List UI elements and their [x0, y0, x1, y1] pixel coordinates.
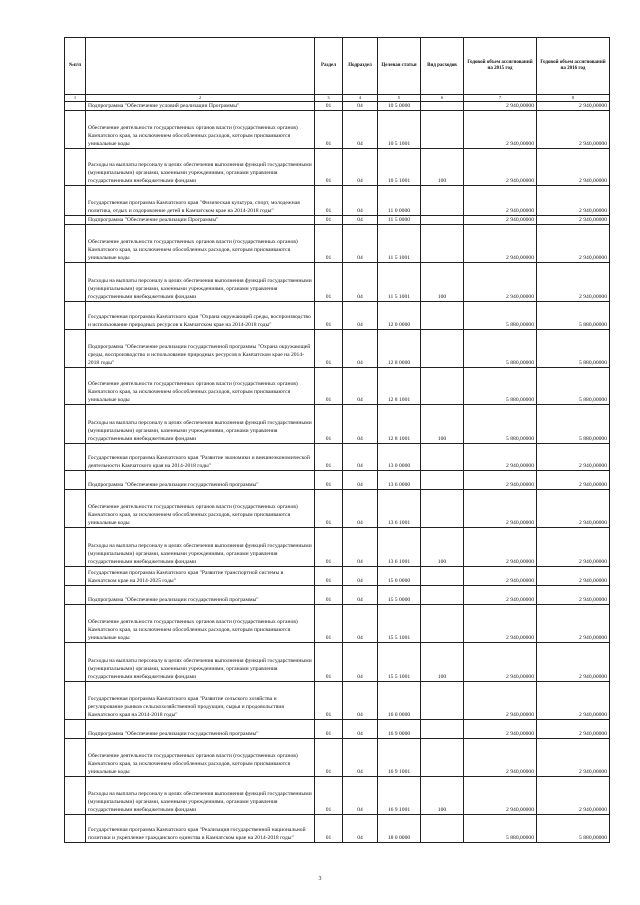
- table-row: [65, 302, 610, 330]
- item-name-cell: Расходы на выплаты персоналу в целях обеспечения выполнения функций государственными (муниципальными) органами, казенными учреждениями, органами управления государственными внебюджетными фондами: [86, 528, 315, 567]
- item-name-cell: Государственная программа Камчатского края "Реализация государственной национальной политики и укрепление гражданского единства в Камчатском крае на 2014-2018 годы": [86, 815, 315, 843]
- amount-2015-cell: 2 940,00000: [464, 739, 537, 777]
- section-cell: 01: [315, 739, 343, 777]
- amount-2015-cell: 2 940,00000: [464, 263, 537, 302]
- section-cell: 01: [315, 302, 343, 330]
- subsection-cell: 04: [343, 302, 378, 330]
- row-number-cell: [65, 444, 86, 471]
- section-cell: 01: [315, 149, 343, 186]
- subsection-cell: 04: [343, 149, 378, 186]
- section-cell: 01: [315, 682, 343, 720]
- table-row: [65, 368, 610, 405]
- expense-type-cell: [421, 111, 464, 149]
- expense-type-cell: [421, 186, 464, 216]
- table-row: [65, 777, 610, 815]
- amount-2016-cell: 2 940,00000: [537, 149, 610, 186]
- amount-2015-cell: 5 880,00000: [464, 330, 537, 368]
- target-article-cell: 16 9 1001: [378, 777, 421, 815]
- expense-type-cell: [421, 739, 464, 777]
- target-article-cell: 12 8 0000: [378, 330, 421, 368]
- subsection-cell: 04: [343, 471, 378, 490]
- table-row: [65, 815, 610, 843]
- expense-type-cell: [421, 720, 464, 739]
- expense-type-cell: 100: [421, 777, 464, 815]
- table-row: [65, 263, 610, 302]
- section-cell: 01: [315, 643, 343, 682]
- target-article-cell: 11 5 0000: [378, 216, 421, 225]
- row-number-cell: [65, 368, 86, 405]
- subsection-cell: 04: [343, 186, 378, 216]
- row-number-cell: [65, 682, 86, 720]
- amount-2015-cell: 2 940,00000: [464, 444, 537, 471]
- section-cell: 01: [315, 330, 343, 368]
- column-number: 1: [65, 95, 86, 102]
- target-article-cell: 12 0 0000: [378, 302, 421, 330]
- item-name-cell: Государственная программа Камчатского края "Физическая культура, спорт, молодежная политика, отдых и оздоровление детей в Камчатском крае на 2014-2018 годы": [86, 186, 315, 216]
- amount-2015-cell: 2 940,00000: [464, 149, 537, 186]
- item-name-cell: Обеспечение деятельности государственных органов власти (государственных органов) Камчатского края, за исключением обособленных расходов, которым присваиваются уникальные коды: [86, 605, 315, 643]
- row-number-cell: [65, 111, 86, 149]
- row-number-cell: [65, 490, 86, 528]
- item-name-cell: Государственная программа Камчатского края "Охрана окружающей среды, воспроизводство и использование природных ресурсов в Камчатском крае на 2014-2018 годы": [86, 302, 315, 330]
- amount-2015-cell: 5 880,00000: [464, 368, 537, 405]
- amount-2016-cell: 2 940,00000: [537, 186, 610, 216]
- item-name-cell: Государственная программа Камчатского края "Развитие экономики и внешнеэкономической деятельности Камчатского края на 2014-2018 годы": [86, 444, 315, 471]
- table-row: [65, 225, 610, 263]
- amount-2015-cell: 2 940,00000: [464, 682, 537, 720]
- item-name-cell: Обеспечение деятельности государственных органов власти (государственных органов) Камчатского края, за исключением обособленных расходов, которым присваиваются уникальные коды: [86, 225, 315, 263]
- target-article-cell: 13 6 0000: [378, 471, 421, 490]
- row-number-cell: [65, 605, 86, 643]
- column-number: 3: [315, 95, 343, 102]
- subsection-cell: 04: [343, 216, 378, 225]
- section-cell: 01: [315, 102, 343, 111]
- expense-type-cell: [421, 586, 464, 605]
- table-row: [65, 643, 610, 682]
- amount-2016-cell: 2 940,00000: [537, 567, 610, 586]
- subsection-cell: 04: [343, 586, 378, 605]
- column-number: 5: [378, 95, 421, 102]
- header-subsection: Подраздел: [343, 38, 378, 95]
- header-target: Целевая статья: [378, 38, 421, 95]
- target-article-cell: 13 0 0000: [378, 444, 421, 471]
- column-number: 7: [464, 95, 537, 102]
- table-row: [65, 186, 610, 216]
- section-cell: 01: [315, 216, 343, 225]
- item-name-cell: Расходы на выплаты персоналу в целях обеспечения выполнения функций государственными (муниципальными) органами, казенными учреждениями, органами управления государственными внебюджетными фондами: [86, 405, 315, 444]
- amount-2016-cell: 2 940,00000: [537, 777, 610, 815]
- subsection-cell: 04: [343, 368, 378, 405]
- item-name-cell: Обеспечение деятельности государственных органов власти (государственных органов) Камчатского края, за исключением обособленных расходов, которым присваиваются уникальные коды: [86, 368, 315, 405]
- section-cell: 01: [315, 720, 343, 739]
- amount-2015-cell: 5 880,00000: [464, 302, 537, 330]
- column-number: 4: [343, 95, 378, 102]
- item-name-cell: Подпрограмма "Обеспечение реализации Программы": [86, 216, 315, 225]
- subsection-cell: 04: [343, 567, 378, 586]
- header-2016: Годовой объем ассигнований на 2016 год: [537, 38, 610, 95]
- row-number-cell: [65, 815, 86, 843]
- amount-2016-cell: 2 940,00000: [537, 111, 610, 149]
- expense-type-cell: [421, 490, 464, 528]
- target-article-cell: 10 5 1001: [378, 149, 421, 186]
- subsection-cell: 04: [343, 643, 378, 682]
- expense-type-cell: 100: [421, 263, 464, 302]
- amount-2016-cell: 2 940,00000: [537, 586, 610, 605]
- table-row: [65, 102, 610, 111]
- page-number: 3: [318, 876, 322, 882]
- item-name-cell: Подпрограмма "Обеспечение реализации государственной программы": [86, 720, 315, 739]
- subsection-cell: 04: [343, 102, 378, 111]
- amount-2016-cell: 2 940,00000: [537, 739, 610, 777]
- row-number-cell: [65, 149, 86, 186]
- section-cell: 01: [315, 490, 343, 528]
- item-name-cell: Государственная программа Камчатского края "Развитие транспортной системы в Камчатском крае на 2014-2025 годы": [86, 567, 315, 586]
- subsection-cell: 04: [343, 330, 378, 368]
- subsection-cell: 04: [343, 605, 378, 643]
- subsection-cell: 04: [343, 739, 378, 777]
- amount-2015-cell: 2 940,00000: [464, 777, 537, 815]
- row-number-cell: [65, 528, 86, 567]
- expense-type-cell: 100: [421, 643, 464, 682]
- expense-type-cell: 100: [421, 405, 464, 444]
- amount-2016-cell: 2 940,00000: [537, 605, 610, 643]
- subsection-cell: 04: [343, 528, 378, 567]
- amount-2016-cell: 5 880,00000: [537, 330, 610, 368]
- amount-2015-cell: 5 880,00000: [464, 405, 537, 444]
- budget-table: [64, 37, 610, 843]
- table-row: [65, 605, 610, 643]
- amount-2016-cell: 2 940,00000: [537, 643, 610, 682]
- amount-2015-cell: 2 940,00000: [464, 567, 537, 586]
- expense-type-cell: [421, 102, 464, 111]
- table-row: [65, 586, 610, 605]
- target-article-cell: 11 5 1001: [378, 225, 421, 263]
- target-article-cell: 11 0 0000: [378, 186, 421, 216]
- section-cell: 01: [315, 225, 343, 263]
- target-article-cell: 18 0 0000: [378, 815, 421, 843]
- amount-2015-cell: 2 940,00000: [464, 586, 537, 605]
- section-cell: 01: [315, 815, 343, 843]
- amount-2015-cell: 2 940,00000: [464, 102, 537, 111]
- expense-type-cell: [421, 605, 464, 643]
- item-name-cell: Подпрограмма "Обеспечение реализации государственной программы": [86, 586, 315, 605]
- amount-2016-cell: 2 940,00000: [537, 490, 610, 528]
- target-article-cell: 15 5 1001: [378, 605, 421, 643]
- amount-2015-cell: 5 880,00000: [464, 815, 537, 843]
- header-row: [65, 38, 610, 95]
- expense-type-cell: [421, 216, 464, 225]
- item-name-cell: Расходы на выплаты персоналу в целях обеспечения выполнения функций государственными (муниципальными) органами, казенными учреждениями, органами управления государственными внебюджетными фондами: [86, 643, 315, 682]
- amount-2015-cell: 2 940,00000: [464, 490, 537, 528]
- amount-2016-cell: 2 940,00000: [537, 225, 610, 263]
- amount-2016-cell: 2 940,00000: [537, 263, 610, 302]
- amount-2015-cell: 2 940,00000: [464, 471, 537, 490]
- amount-2016-cell: 2 940,00000: [537, 444, 610, 471]
- row-number-cell: [65, 471, 86, 490]
- amount-2015-cell: 2 940,00000: [464, 643, 537, 682]
- table-row: [65, 405, 610, 444]
- header-num: №п/п: [65, 38, 86, 95]
- target-article-cell: 11 5 1001: [378, 263, 421, 302]
- subsection-cell: 04: [343, 225, 378, 263]
- subsection-cell: 04: [343, 490, 378, 528]
- target-article-cell: 10 5 1001: [378, 111, 421, 149]
- item-name-cell: Обеспечение деятельности государственных органов власти (государственных органов) Камчатского края, за исключением обособленных расходов, которым присваиваются уникальные коды: [86, 490, 315, 528]
- subsection-cell: 04: [343, 263, 378, 302]
- amount-2016-cell: 2 940,00000: [537, 216, 610, 225]
- header-expense-type: Вид расходов: [421, 38, 464, 95]
- amount-2015-cell: 2 940,00000: [464, 605, 537, 643]
- row-number-cell: [65, 739, 86, 777]
- amount-2015-cell: 2 940,00000: [464, 528, 537, 567]
- row-number-cell: [65, 302, 86, 330]
- amount-2016-cell: 2 940,00000: [537, 720, 610, 739]
- item-name-cell: Подпрограмма "Обеспечение условий реализации Программы": [86, 102, 315, 111]
- table-row: [65, 528, 610, 567]
- expense-type-cell: 100: [421, 528, 464, 567]
- item-name-cell: Обеспечение деятельности государственных органов власти (государственных органов) Камчатского края, за исключением обособленных расходов, которым присваиваются уникальные коды: [86, 739, 315, 777]
- amount-2016-cell: 2 940,00000: [537, 528, 610, 567]
- target-article-cell: 16 9 1001: [378, 739, 421, 777]
- target-article-cell: 16 9 0000: [378, 720, 421, 739]
- table-row: [65, 444, 610, 471]
- target-article-cell: 13 6 1001: [378, 528, 421, 567]
- target-article-cell: 10 5 0000: [378, 102, 421, 111]
- target-article-cell: 13 6 1001: [378, 490, 421, 528]
- section-cell: 01: [315, 528, 343, 567]
- target-article-cell: 12 8 1001: [378, 405, 421, 444]
- section-cell: 01: [315, 111, 343, 149]
- row-number-cell: [65, 263, 86, 302]
- amount-2016-cell: 2 940,00000: [537, 471, 610, 490]
- header-2015: Годовой объем ассигнований на 2015 год: [464, 38, 537, 95]
- subsection-cell: 04: [343, 777, 378, 815]
- target-article-cell: 15 0 0000: [378, 567, 421, 586]
- amount-2015-cell: 2 940,00000: [464, 225, 537, 263]
- amount-2016-cell: 5 880,00000: [537, 405, 610, 444]
- row-number-cell: [65, 720, 86, 739]
- expense-type-cell: [421, 815, 464, 843]
- item-name-cell: Подпрограмма "Обеспечение реализации государственной программы": [86, 471, 315, 490]
- amount-2016-cell: 5 880,00000: [537, 302, 610, 330]
- section-cell: 01: [315, 368, 343, 405]
- amount-2016-cell: 5 880,00000: [537, 815, 610, 843]
- subsection-cell: 04: [343, 111, 378, 149]
- row-number-cell: [65, 102, 86, 111]
- table-row: [65, 149, 610, 186]
- subsection-cell: 04: [343, 682, 378, 720]
- row-number-cell: [65, 225, 86, 263]
- header-section: Раздел: [315, 38, 343, 95]
- row-number-cell: [65, 777, 86, 815]
- amount-2015-cell: 2 940,00000: [464, 720, 537, 739]
- column-number-row: [65, 95, 610, 102]
- table-row: [65, 682, 610, 720]
- amount-2015-cell: 2 940,00000: [464, 216, 537, 225]
- item-name-cell: Расходы на выплаты персоналу в целях обеспечения выполнения функций государственными (муниципальными) органами, казенными учреждениями, органами управления государственными внебюджетными фондами: [86, 263, 315, 302]
- column-number: 6: [421, 95, 464, 102]
- item-name-cell: Государственная программа Камчатского края "Развитие сельского хозяйства и регулирование рынков сельскохозяйственной продукции, сырья и продовольствия Камчатского края на 2014-2018 годы": [86, 682, 315, 720]
- row-number-cell: [65, 186, 86, 216]
- amount-2016-cell: 5 880,00000: [537, 368, 610, 405]
- row-number-cell: [65, 567, 86, 586]
- table-row: [65, 567, 610, 586]
- item-name-cell: Подпрограмма "Обеспечение реализации государственной программы "Охрана окружающей среды, воспроизводство и использование природных ресурсов в Камчатском крае на 2014-2018 годы": [86, 330, 315, 368]
- section-cell: 01: [315, 586, 343, 605]
- amount-2015-cell: 2 940,00000: [464, 186, 537, 216]
- expense-type-cell: [421, 330, 464, 368]
- amount-2016-cell: 2 940,00000: [537, 102, 610, 111]
- section-cell: 01: [315, 471, 343, 490]
- subsection-cell: 04: [343, 720, 378, 739]
- table-row: [65, 216, 610, 225]
- subsection-cell: 04: [343, 444, 378, 471]
- row-number-cell: [65, 643, 86, 682]
- section-cell: 01: [315, 567, 343, 586]
- table-row: [65, 490, 610, 528]
- section-cell: 01: [315, 777, 343, 815]
- target-article-cell: 15 5 1001: [378, 643, 421, 682]
- section-cell: 01: [315, 186, 343, 216]
- section-cell: 01: [315, 405, 343, 444]
- table-row: [65, 739, 610, 777]
- expense-type-cell: [421, 302, 464, 330]
- section-cell: 01: [315, 605, 343, 643]
- section-cell: 01: [315, 444, 343, 471]
- expense-type-cell: [421, 225, 464, 263]
- section-cell: 01: [315, 263, 343, 302]
- target-article-cell: 12 8 1001: [378, 368, 421, 405]
- expense-type-cell: [421, 682, 464, 720]
- item-name-cell: Расходы на выплаты персоналу в целях обеспечения выполнения функций государственными (муниципальными) органами, казенными учреждениями, органами управления государственными внебюджетными фондами: [86, 149, 315, 186]
- target-article-cell: 15 5 0000: [378, 586, 421, 605]
- table-row: [65, 471, 610, 490]
- row-number-cell: [65, 586, 86, 605]
- table-row: [65, 330, 610, 368]
- item-name-cell: Обеспечение деятельности государственных органов власти (государственных органов) Камчатского края, за исключением обособленных расходов, которым присваиваются уникальные коды: [86, 111, 315, 149]
- amount-2016-cell: 2 940,00000: [537, 682, 610, 720]
- subsection-cell: 04: [343, 815, 378, 843]
- expense-type-cell: [421, 444, 464, 471]
- table-row: [65, 720, 610, 739]
- row-number-cell: [65, 216, 86, 225]
- target-article-cell: 16 0 0000: [378, 682, 421, 720]
- table-row: [65, 111, 610, 149]
- column-number: 2: [86, 95, 315, 102]
- item-name-cell: Расходы на выплаты персоналу в целях обеспечения выполнения функций государственными (муниципальными) органами, казенными учреждениями, органами управления государственными внебюджетными фондами: [86, 777, 315, 815]
- expense-type-cell: [421, 368, 464, 405]
- expense-type-cell: [421, 567, 464, 586]
- header-name: [86, 38, 315, 95]
- amount-2015-cell: 2 940,00000: [464, 111, 537, 149]
- expense-type-cell: 100: [421, 149, 464, 186]
- row-number-cell: [65, 405, 86, 444]
- row-number-cell: [65, 330, 86, 368]
- expense-type-cell: [421, 471, 464, 490]
- column-number: 8: [537, 95, 610, 102]
- subsection-cell: 04: [343, 405, 378, 444]
